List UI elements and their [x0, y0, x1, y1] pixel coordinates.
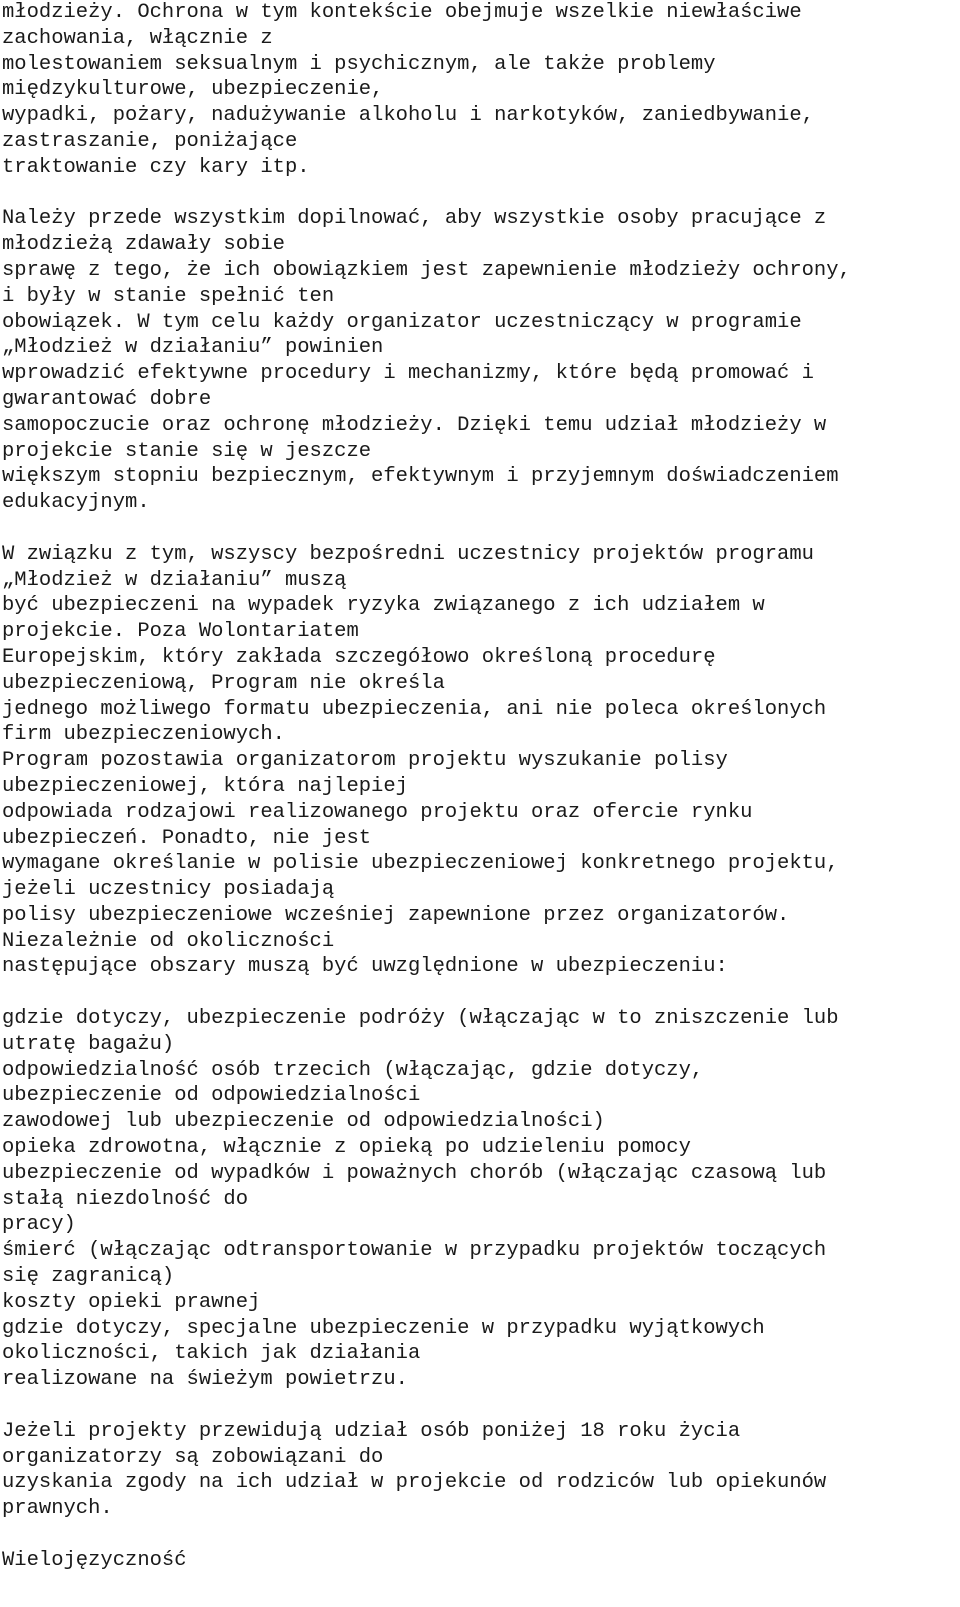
- list-item: pracy): [2, 1213, 76, 1237]
- list-item: gdzie dotyczy, ubezpieczenie podróży (włączając w to zniszczenie lub: [2, 1007, 839, 1031]
- list-item: utratę bagażu): [2, 1032, 175, 1056]
- text-line: Należy przede wszystkim dopilnować, aby wszystkie osoby pracujące z: [2, 207, 827, 231]
- list-item: ubezpieczenie od wypadków i poważnych chorób (włączając czasową lub: [2, 1161, 827, 1185]
- text-line: Program pozostawia organizatorom projektu wyszukanie polisy: [2, 749, 728, 773]
- text-line: obowiązek. W tym celu każdy organizator uczestniczący w programie: [2, 310, 802, 334]
- text-line: molestowaniem seksualnym i psychicznym, ale także problemy: [2, 52, 716, 76]
- text-line: być ubezpieczeni na wypadek ryzyka związanego z ich udziałem w: [2, 594, 765, 618]
- text-line: wypadki, pożary, nadużywanie alkoholu i narkotyków, zaniedbywanie,: [2, 104, 814, 128]
- list-item: koszty opieki prawnej: [2, 1290, 261, 1314]
- list-item: opieka zdrowotna, włącznie z opieką po udzieleniu pomocy: [2, 1136, 691, 1160]
- list-item: okoliczności, takich jak działania: [2, 1342, 421, 1366]
- text-line: edukacyjnym.: [2, 491, 150, 515]
- text-line: sprawę z tego, że ich obowiązkiem jest zapewnienie młodzieży ochrony,: [2, 258, 851, 282]
- text-line: „Młodzież w działaniu” muszą: [2, 568, 347, 592]
- paragraph-insurance: [2, 542, 957, 981]
- text-line: prawnych.: [2, 1497, 113, 1521]
- text-line: projekcie. Poza Wolontariatem: [2, 620, 359, 644]
- list-item: się zagranicą): [2, 1265, 175, 1289]
- text-line: organizatorzy są zobowiązani do: [2, 1445, 384, 1469]
- insurance-areas-list: [2, 1006, 957, 1393]
- section-heading-multilingualism: [2, 1548, 957, 1574]
- text-line: zastraszanie, poniżające: [2, 129, 298, 153]
- text-line: ubezpieczeniowej, która najlepiej: [2, 774, 408, 798]
- text-line: Niezależnie od okoliczności: [2, 929, 335, 953]
- text-line: ubezpieczeniową, Program nie określa: [2, 671, 445, 695]
- text-line: projekcie stanie się w jeszcze: [2, 439, 372, 463]
- list-item: śmierć (włączając odtransportowanie w przypadku projektów toczących: [2, 1239, 827, 1263]
- text-line: gwarantować dobre: [2, 387, 212, 411]
- text-line: większym stopniu bezpiecznym, efektywnym i przyjemnym doświadczeniem: [2, 465, 839, 489]
- list-item: realizowane na świeżym powietrzu.: [2, 1368, 408, 1392]
- paragraph-responsibilities: [2, 206, 957, 516]
- list-item: odpowiedzialność osób trzecich (włączając, gdzie dotyczy,: [2, 1058, 704, 1082]
- paragraph-parental-consent: [2, 1419, 957, 1522]
- text-line: jednego możliwego formatu ubezpieczenia, ani nie poleca określonych: [2, 697, 827, 721]
- text-line: samopoczucie oraz ochronę młodzieży. Dzięki temu udział młodzieży w: [2, 413, 827, 437]
- text-line: wymagane określanie w polisie ubezpieczeniowej konkretnego projektu,: [2, 852, 839, 876]
- text-line: Jeżeli projekty przewidują udział osób poniżej 18 roku życia: [2, 1419, 741, 1443]
- text-line: zachowania, włącznie z: [2, 26, 273, 50]
- text-line: polisy ubezpieczeniowe wcześniej zapewnione przez organizatorów.: [2, 903, 790, 927]
- list-item: ubezpieczenie od odpowiedzialności: [2, 1084, 421, 1108]
- text-line: następujące obszary muszą być uwzględnione w ubezpieczeniu:: [2, 955, 728, 979]
- text-line: firm ubezpieczeniowych.: [2, 723, 285, 747]
- text-line: W związku z tym, wszyscy bezpośredni uczestnicy projektów programu: [2, 542, 814, 566]
- text-line: jeżeli uczestnicy posiadają: [2, 878, 335, 902]
- list-item: zawodowej lub ubezpieczenie od odpowiedzialności): [2, 1110, 605, 1134]
- text-line: uzyskania zgody na ich udział w projekcie od rodziców lub opiekunów: [2, 1471, 827, 1495]
- text-line: wprowadzić efektywne procedury i mechanizmy, które będą promować i: [2, 362, 814, 386]
- text-line: i były w stanie spełnić ten: [2, 284, 335, 308]
- text-line: „Młodzież w działaniu” powinien: [2, 336, 384, 360]
- text-line: odpowiada rodzajowi realizowanego projektu oraz ofercie rynku: [2, 800, 753, 824]
- text-line: młodzieży. Ochrona w tym kontekście obejmuje wszelkie niewłaściwe: [2, 1, 802, 24]
- text-line: traktowanie czy kary itp.: [2, 155, 310, 179]
- text-line: młodzieżą zdawały sobie: [2, 233, 285, 257]
- paragraph-protection: [2, 0, 957, 181]
- section-heading: Wielojęzyczność: [2, 1548, 187, 1572]
- list-item: gdzie dotyczy, specjalne ubezpieczenie w przypadku wyjątkowych: [2, 1316, 765, 1340]
- list-item: stałą niezdolność do: [2, 1187, 249, 1211]
- text-line: Europejskim, który zakłada szczegółowo określoną procedurę: [2, 645, 716, 669]
- text-line: międzykulturowe, ubezpieczenie,: [2, 78, 384, 102]
- document-body: [2, 0, 957, 1574]
- text-line: ubezpieczeń. Ponadto, nie jest: [2, 826, 372, 850]
